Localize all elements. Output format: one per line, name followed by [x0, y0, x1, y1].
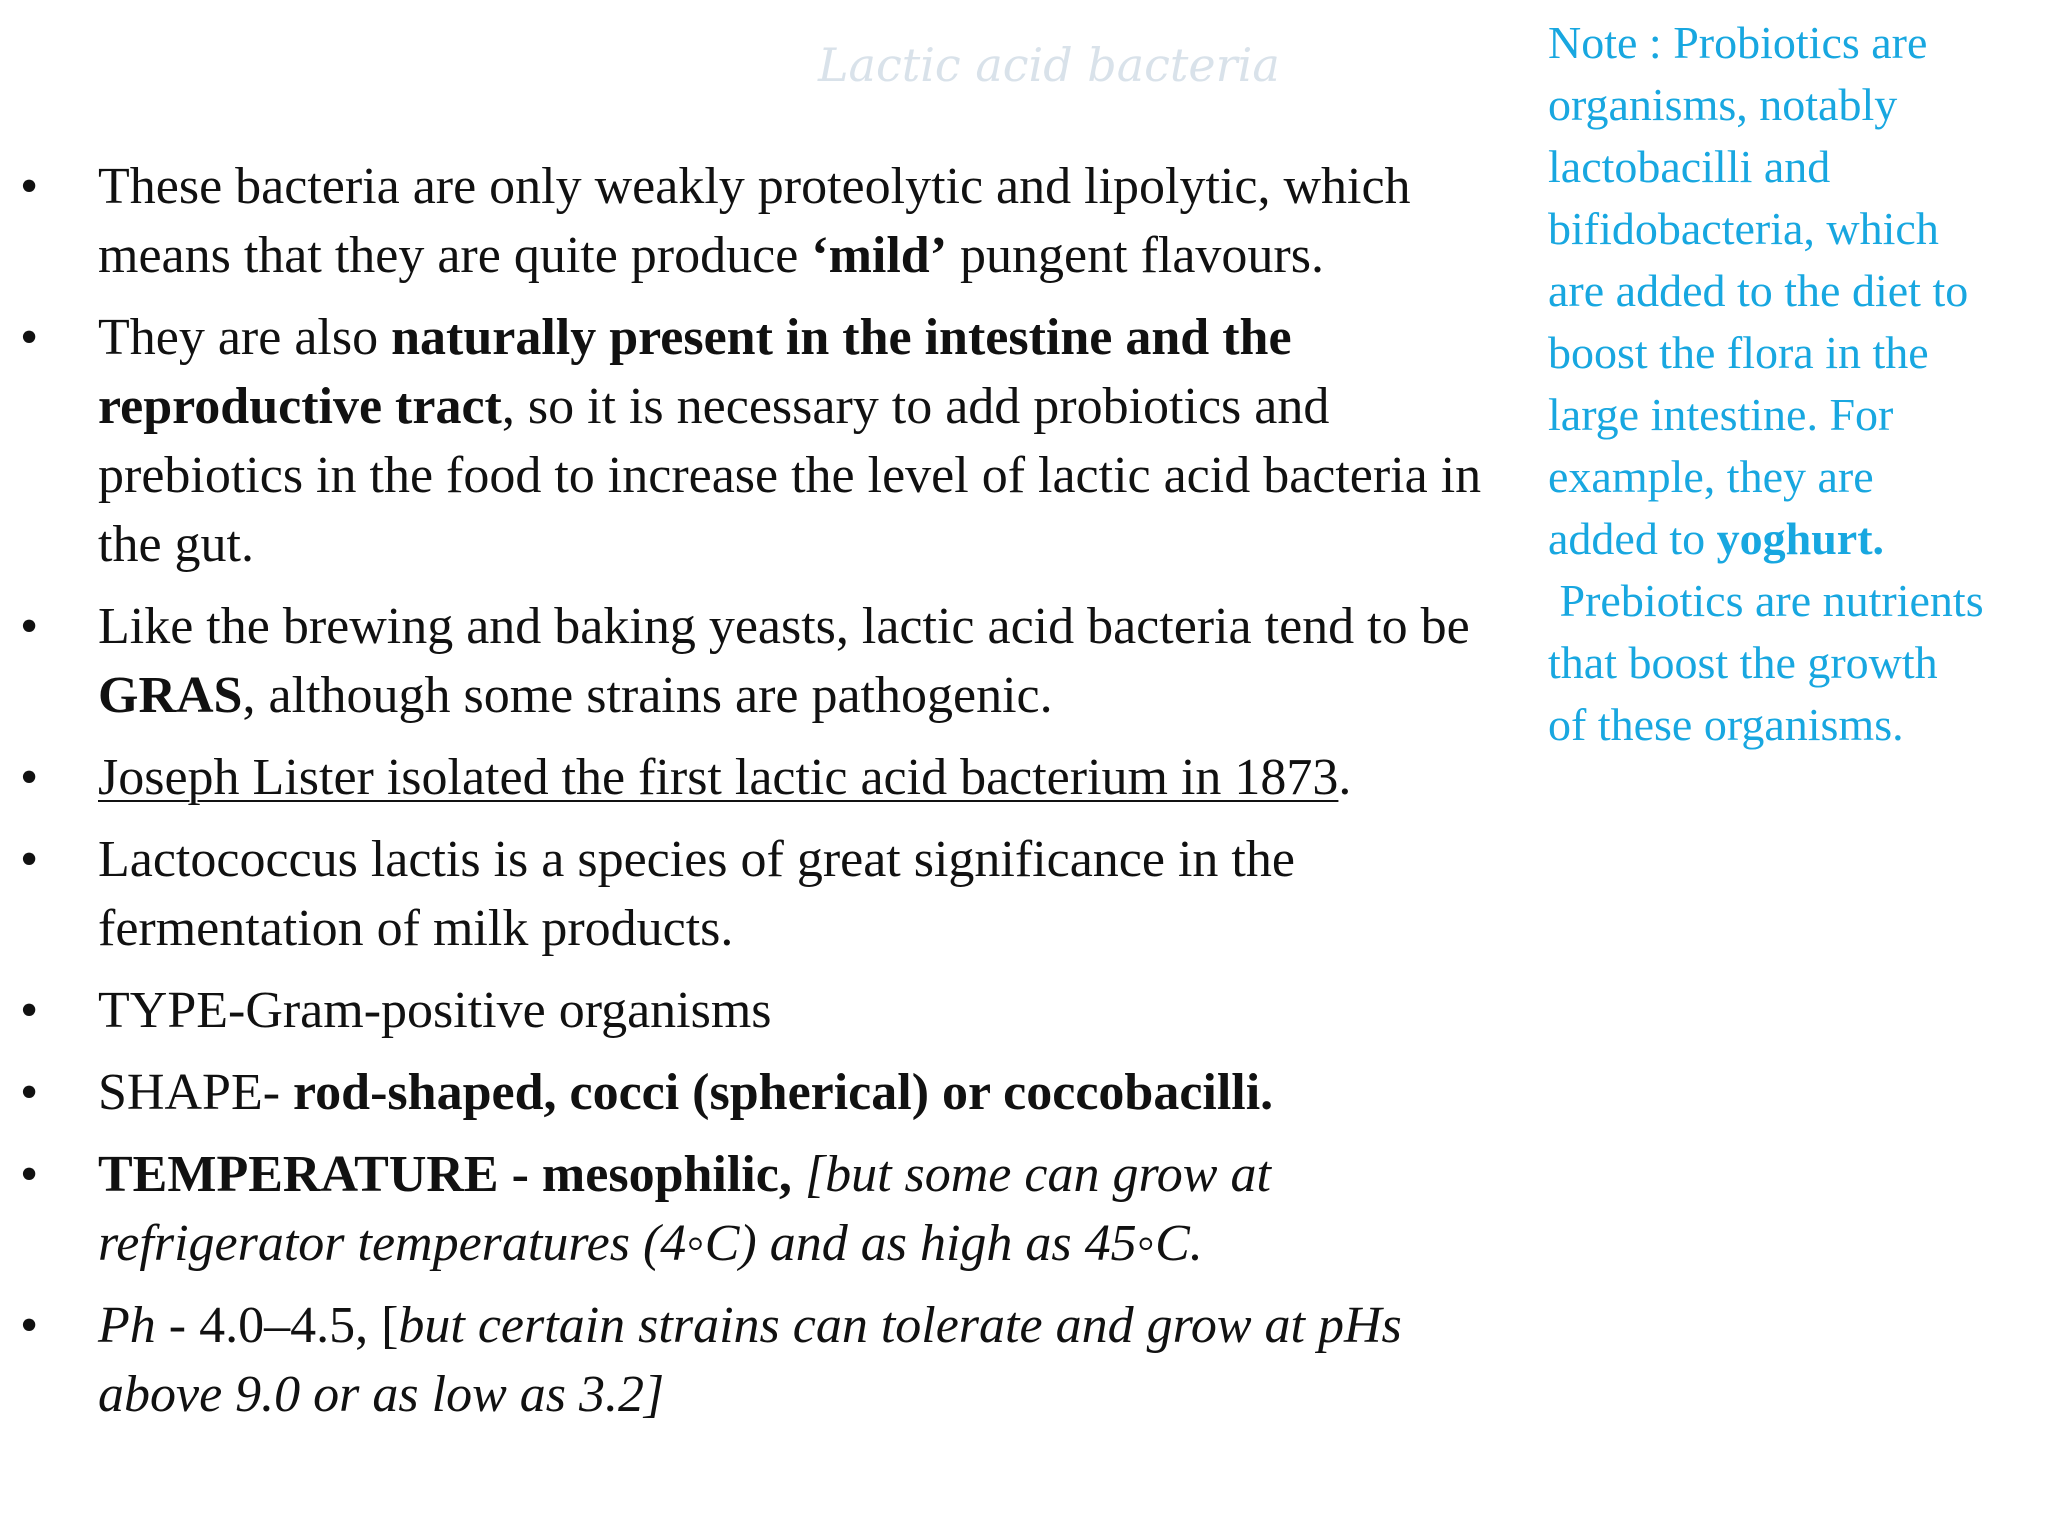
bullet-item: [20, 1140, 1490, 1278]
text-run: Lactococcus lactis is a species of great significance in the fermentation of milk products.: [98, 831, 1295, 957]
text-run: are added to the diet to: [1548, 265, 1969, 316]
bullet-item: [20, 976, 1490, 1045]
text-run: large intestine. For: [1548, 389, 1894, 440]
note-line: [1548, 384, 2048, 446]
text-run: pungent flavours.: [947, 227, 1324, 284]
text-run: ‘mild’: [811, 227, 948, 284]
text-run: added to: [1548, 513, 1717, 564]
text-run: of these organisms.: [1548, 699, 1904, 750]
bullet-item: [20, 825, 1490, 963]
text-run: .: [1338, 749, 1352, 806]
text-run: , so it is necessary to add probiotics and prebiotics in the food to increase the level of lactic acid bacteria in the gut.: [98, 378, 1482, 573]
note-line: [1548, 198, 2048, 260]
text-run: Ph: [98, 1297, 156, 1354]
text-run: bifidobacteria, which: [1548, 203, 1939, 254]
bullet-item: [20, 1058, 1490, 1127]
text-run: TEMPERATURE - mesophilic,: [98, 1146, 792, 1203]
text-run: Prebiotics are nutrients: [1548, 575, 1984, 626]
text-run: example, they are: [1548, 451, 1874, 502]
text-run: lactobacilli and: [1548, 141, 1831, 192]
note-line: [1548, 260, 2048, 322]
text-run: naturally present in the intestine and the reproductive tract: [98, 309, 1292, 435]
bullet-item: [20, 592, 1490, 730]
bullet-item: [20, 1291, 1490, 1429]
text-run: Note : Probiotics are: [1548, 17, 1928, 68]
slide-title: Lactic acid bacteria: [818, 38, 1280, 92]
bullet-item: [20, 743, 1490, 812]
text-run: GRAS: [98, 667, 243, 724]
text-run: [but some can grow at refrigerator temperatures (4◦C) and as high as 45◦C.: [98, 1146, 1271, 1272]
bullet-item: [20, 152, 1490, 290]
text-run: that boost the growth: [1548, 637, 1938, 688]
probiotics-note: [1548, 12, 2048, 756]
text-run: but certain strains can tolerate and grow at pHs above 9.0 or as low as 3.2]: [98, 1297, 1402, 1423]
text-run: boost the flora in the: [1548, 327, 1929, 378]
text-run: These bacteria are only weakly proteolytic and lipolytic, which means that they are quite produce: [98, 158, 1411, 284]
text-run: yoghurt.: [1716, 513, 1885, 564]
text-run: rod-shaped, cocci (spherical) or coccobacilli.: [293, 1064, 1274, 1121]
text-run: They are also: [98, 309, 392, 366]
text-run: Joseph Lister isolated the first lactic acid bacterium in 1873: [98, 749, 1339, 806]
note-line: [1548, 570, 2048, 632]
note-line: [1548, 632, 2048, 694]
note-line: [1548, 322, 2048, 384]
note-line: [1548, 136, 2048, 198]
note-line: [1548, 12, 2048, 74]
text-run: organisms, notably: [1548, 79, 1898, 130]
text-run: - 4.0–4.5, [: [155, 1297, 399, 1354]
text-run: Like the brewing and baking yeasts, lactic acid bacteria tend to be: [98, 598, 1470, 655]
note-line: [1548, 74, 2048, 136]
note-line: [1548, 446, 2048, 508]
text-run: TYPE-Gram-positive organisms: [98, 982, 772, 1039]
text-run: SHAPE-: [98, 1064, 294, 1121]
bullet-item: [20, 303, 1490, 579]
bullet-list: [20, 152, 1490, 1442]
note-line: [1548, 694, 2048, 756]
note-line: [1548, 508, 2048, 570]
text-run: , although some strains are pathogenic.: [242, 667, 1053, 724]
